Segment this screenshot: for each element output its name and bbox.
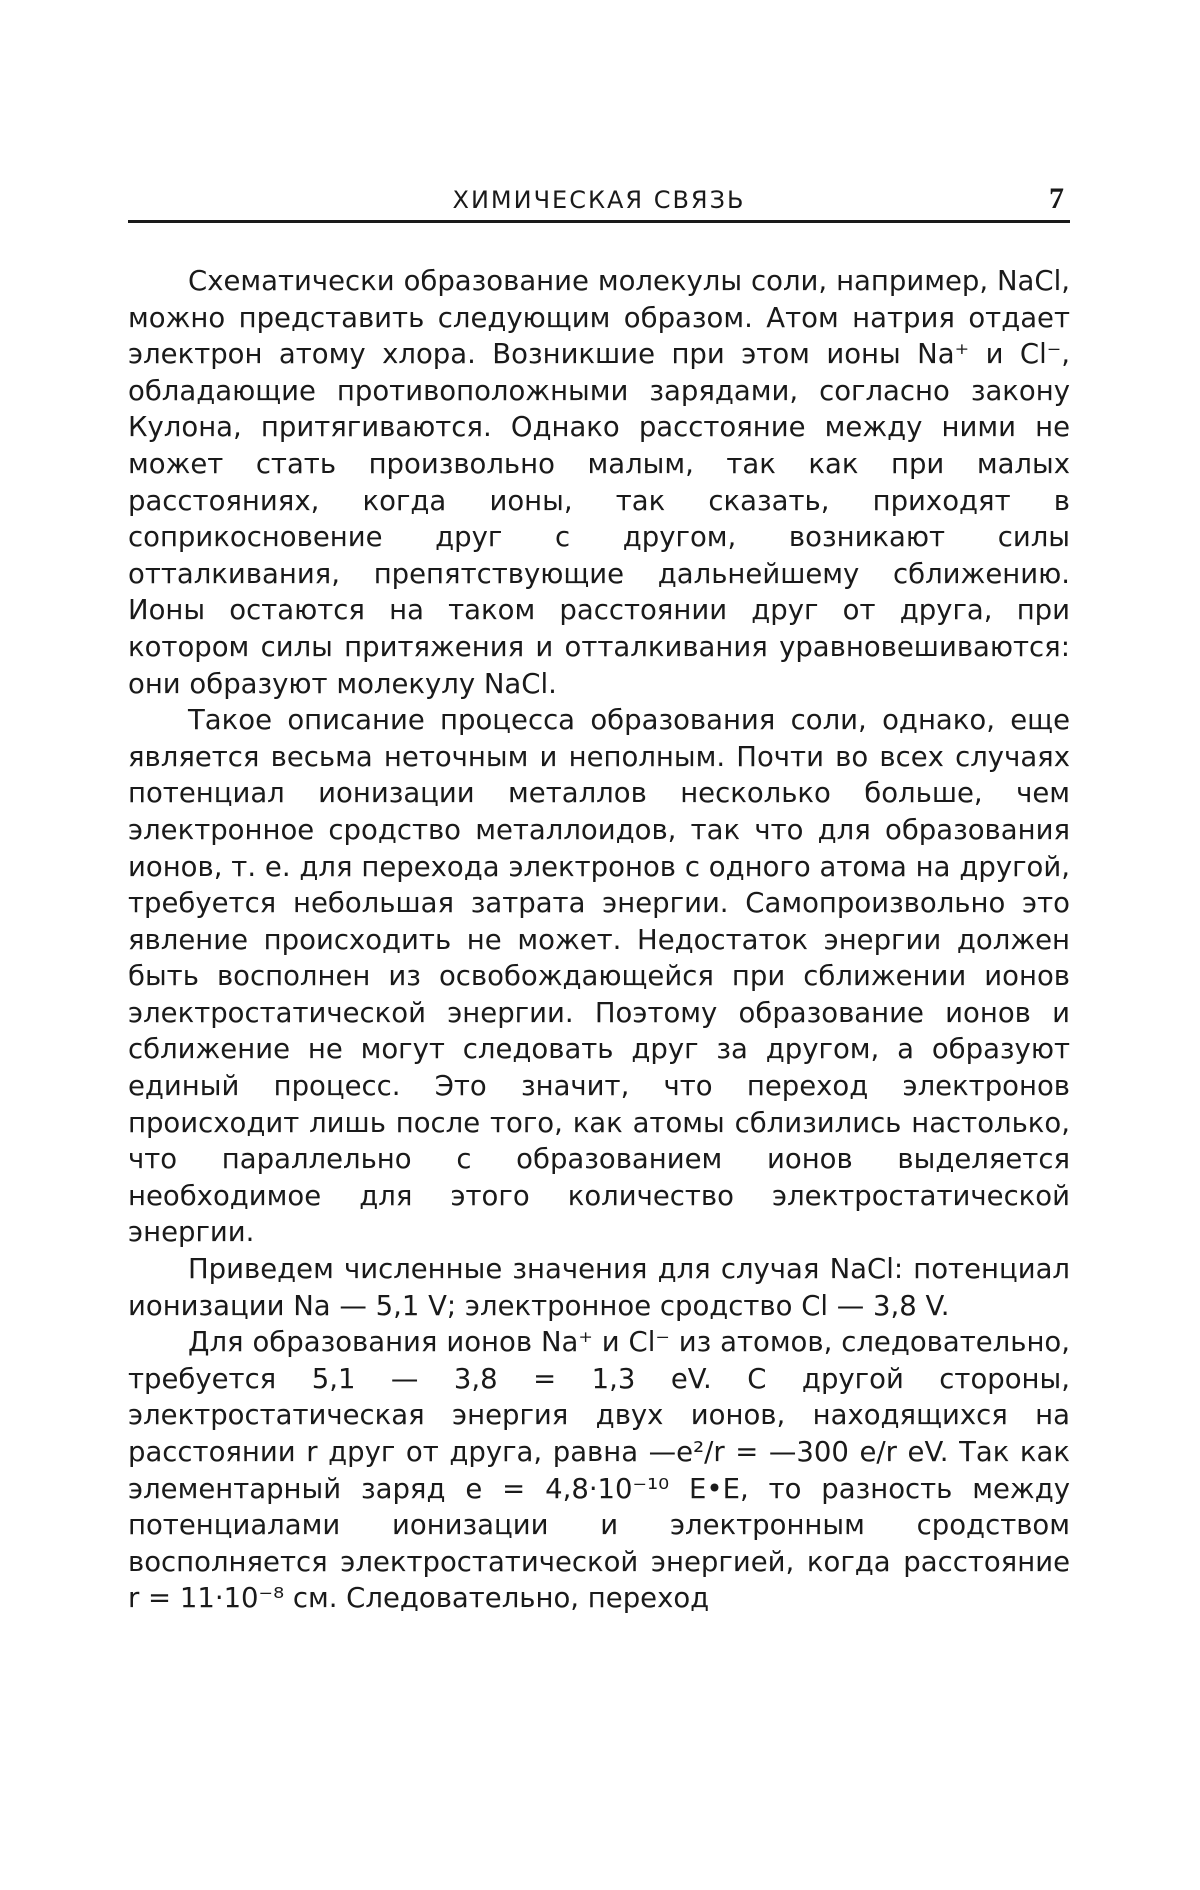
body-text	[128, 263, 1070, 1617]
page-number: 7	[1049, 182, 1064, 215]
paragraph-3: Приведем численные значения для случая NaCl: потенциал ионизации Na — 5,1 V; электронное сродство Cl — 3,8 V.	[128, 1253, 1070, 1322]
book-page	[128, 182, 1070, 1617]
paragraph-1: Схематически образование молекулы соли, например, NaCl, можно представить следующим образом. Атом натрия отдает электрон атому хлора. Возникшие при этом ионы Na⁺ и Cl⁻, обладающие противоположными зарядами, согласно закону Кулона, притягиваются. Однако расстояние между ними не может стать произвольно малым, так как при малых расстояниях, когда ионы, так сказать, приходят в соприкосновение друг с другом, возникают силы отталкивания, препятствующие дальнейшему сближению. Ионы остаются на таком расстоянии друг от друга, при котором силы притяжения и отталкивания уравновешиваются: они образуют молекулу NaCl.	[128, 265, 1070, 700]
running-header	[128, 182, 1070, 223]
running-title: ХИМИЧЕСКАЯ СВЯЗЬ	[452, 186, 746, 214]
paragraph-2: Такое описание процесса образования соли, однако, еще является весьма неточным и неполным. Почти во всех случаях потенциал ионизации металлов несколько больше, чем электронное сродство металлоидов, так что для образования ионов, т. е. для перехода электронов с одного атома на другой, требуется небольшая затрата энергии. Самопроизвольно это явление происходить не может. Недостаток энергии должен быть восполнен из освобождающейся при сближении ионов электростатической энергии. Поэтому образование ионов и сближение не могут следовать друг за другом, а образуют единый процесс. Это значит, что переход электронов происходит лишь после того, как атомы сблизились настолько, что параллельно с образованием ионов выделяется необходимое для этого количество электростатической энергии.	[128, 704, 1070, 1249]
paragraph-4: Для образования ионов Na⁺ и Cl⁻ из атомов, следовательно, требуется 5,1 — 3,8 = 1,3 eV. С другой стороны, электростатическая энергия двух ионов, находящихся на расстоянии r друг от друга, равна —e²/r = —300 e/r eV. Так как элементарный заряд e = 4,8·10⁻¹⁰ E•E, то разность между потенциалами ионизации и электронным сродством восполняется электростатической энергией, когда расстояние r = 11·10⁻⁸ см. Следовательно, переход	[128, 1326, 1070, 1615]
